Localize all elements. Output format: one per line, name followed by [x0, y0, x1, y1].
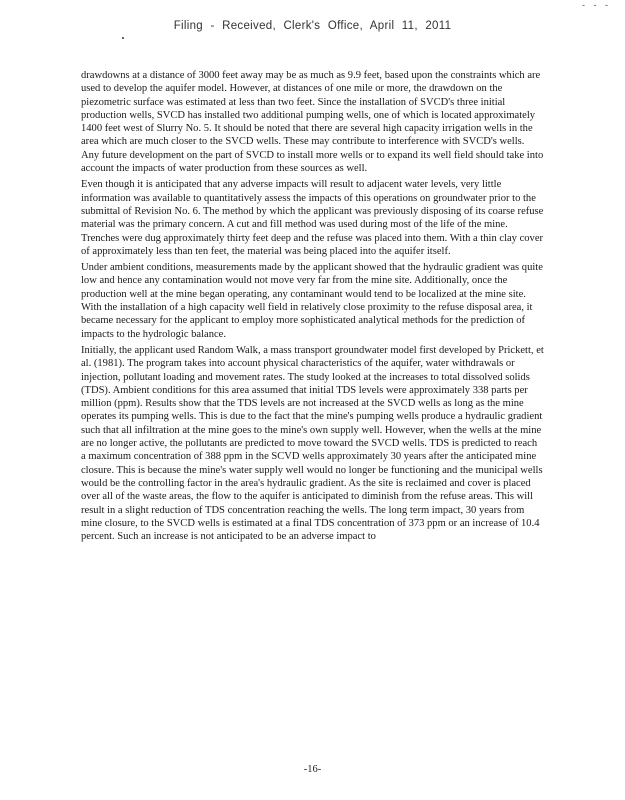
paragraph-drawdowns: drawdowns at a distance of 3000 feet away may be as much as 9.9 feet, based upon the constraints which are used to develop the aquifer model. However, at distances of one mile or more, the drawdown on the piezometric surface was estimated at less than two feet. Since the installation of SVCD's three initial production wells, SVCD has installed two additional pumping wells, one of which is located approximately 1400 feet west of Slurry No. 5. It should be noted that there are several high capacity irrigation wells in the area which are much closer to the SVCD wells. These may contribute to interference with SVCD's wells. Any future development on the part of SVCD to install more wells or to expand its well field should take into account the impacts of water production from these sources as well. [81, 70, 544, 175]
stray-dot [122, 37, 124, 39]
document-body [81, 69, 544, 546]
page-number: -16- [303, 764, 322, 775]
paragraph-random-walk-model: Initially, the applicant used Random Walk, a mass transport groundwater model first developed by Prickett, et al. (1981). The program takes into account physical characteristics of the aquifer, water withdrawals or injection, pollutant loading and movement rates. The study looked at the increases to total dissolved solids (TDS). Ambient conditions for this area assumed that initial TDS levels were approximately 338 parts per million (ppm). Results show that the TDS levels are not increased at the SVCD wells as long as the mine operates its pumping wells. This is due to the fact that the mine's pumping wells produce a hydraulic gradient such that all infiltration at the mine goes to the mine's own supply well. However, when the wells at the mine are no longer active, the pollutants are predicted to move toward the SVCD wells. TDS is predicted to reach a maximum concentration of 388 ppm in the SCVD wells approximately 30 years after the anticipated mine closure. This is because the mine's water supply well would no longer be functioning and the municipal wells would be the controlling factor in the area's hydraulic gradient. As the site is reclaimed and cover is placed over all of the waste areas, the flow to the aquifer is anticipated to diminish from the refuse areas. This will result in a slight reduction of TDS concentration reaching the wells. The long term impact, 30 years from mine closure, to the SVCD wells is estimated at a final TDS concentration of 373 ppm or an increase of 10.4 percent. Such an increase is not anticipated to be an adverse impact to [81, 344, 544, 543]
corner-marks: - - - [582, 0, 611, 10]
paragraph-adverse-impacts: Even though it is anticipated that any adverse impacts will result to adjacent water levels, very little information was available to quantitatively assess the impacts of this operations on groundwater prior to the submittal of Revision No. 6. The method by which the applicant was previously disposing of its coarse refuse material was the primary concern. A cut and fill method was used during most of the life of the mine. Trenches were dug approximately thirty feet deep and the refuse was placed into them. With a thin clay cover of approximately less than ten feet, the material was being placed into the aquifer itself. [81, 179, 544, 257]
filing-stamp-header: Filing - Received, Clerk's Office, April 11, 2011 [173, 20, 452, 32]
paragraph-ambient-conditions: Under ambient conditions, measurements made by the applicant showed that the hydraulic gradient was quite low and hence any contamination would not move very far from the mine site. Additionally, once the production well at the mine began operating, any contaminant would tend to be localized at the mine site. With the installation of a high capacity well field in relatively close proximity to the refuse disposal area, it became necessary for the applicant to employ more sophisticated analytical methods for the prediction of impacts to the hydrologic balance. [81, 262, 543, 340]
